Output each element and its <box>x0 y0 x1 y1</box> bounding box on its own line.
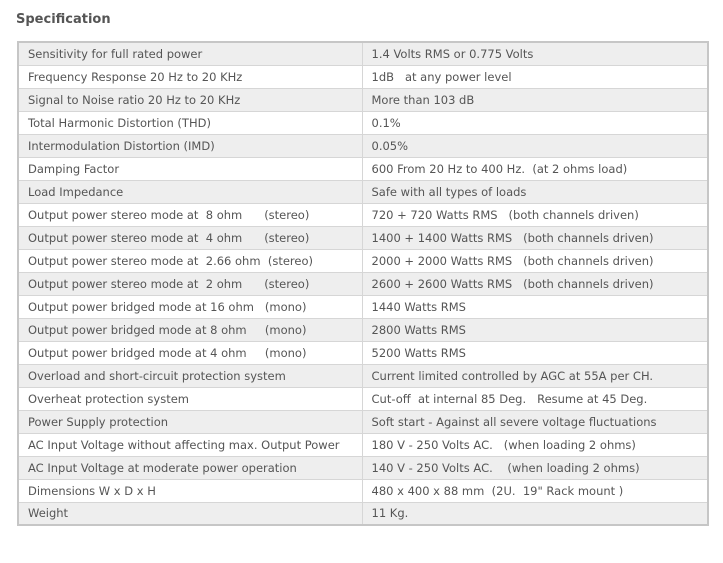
spec-value: 1400 + 1400 Watts RMS (both channels driven) <box>362 226 708 249</box>
spec-value: 480 x 400 x 88 mm (2U. 19" Rack mount ) <box>362 479 708 502</box>
spec-value: 1440 Watts RMS <box>362 295 708 318</box>
spec-label: Output power bridged mode at 4 ohm (mono) <box>18 341 362 364</box>
table-row <box>18 42 708 65</box>
spec-value: 11 Kg. <box>362 502 708 525</box>
spec-value: Current limited controlled by AGC at 55A per CH. <box>362 364 708 387</box>
spec-value: More than 103 dB <box>362 88 708 111</box>
table-row <box>18 410 708 433</box>
spec-value: Safe with all types of loads <box>362 180 708 203</box>
table-row <box>18 157 708 180</box>
spec-label: Overload and short-circuit protection system <box>18 364 362 387</box>
spec-value: 720 + 720 Watts RMS (both channels driven) <box>362 203 708 226</box>
spec-label: Load Impedance <box>18 180 362 203</box>
spec-value: 2600 + 2600 Watts RMS (both channels driven) <box>362 272 708 295</box>
table-row <box>18 249 708 272</box>
spec-value: 2800 Watts RMS <box>362 318 708 341</box>
table-row <box>18 502 708 525</box>
spec-value: 0.1% <box>362 111 708 134</box>
table-row <box>18 364 708 387</box>
table-row <box>18 341 708 364</box>
spec-label: Dimensions W x D x H <box>18 479 362 502</box>
table-row <box>18 433 708 456</box>
spec-label: Overheat protection system <box>18 387 362 410</box>
spec-label: Output power bridged mode at 16 ohm (mono) <box>18 295 362 318</box>
specification-table <box>17 41 709 526</box>
spec-label: Output power stereo mode at 2 ohm (stereo) <box>18 272 362 295</box>
spec-value: 0.05% <box>362 134 708 157</box>
spec-label: AC Input Voltage at moderate power operation <box>18 456 362 479</box>
table-row <box>18 111 708 134</box>
spec-value: 2000 + 2000 Watts RMS (both channels driven) <box>362 249 708 272</box>
spec-value: 1dB at any power level <box>362 65 708 88</box>
spec-label: Output power stereo mode at 4 ohm (stereo) <box>18 226 362 249</box>
spec-label: Weight <box>18 502 362 525</box>
spec-value: 600 From 20 Hz to 400 Hz. (at 2 ohms load) <box>362 157 708 180</box>
table-row <box>18 272 708 295</box>
table-row <box>18 203 708 226</box>
spec-label: Damping Factor <box>18 157 362 180</box>
table-row <box>18 226 708 249</box>
table-row <box>18 295 708 318</box>
table-row <box>18 318 708 341</box>
spec-value: 1.4 Volts RMS or 0.775 Volts <box>362 42 708 65</box>
spec-value: 5200 Watts RMS <box>362 341 708 364</box>
spec-label: Power Supply protection <box>18 410 362 433</box>
spec-label: Intermodulation Distortion (IMD) <box>18 134 362 157</box>
spec-label: Output power bridged mode at 8 ohm (mono) <box>18 318 362 341</box>
table-row <box>18 65 708 88</box>
spec-label: Output power stereo mode at 8 ohm (stereo) <box>18 203 362 226</box>
spec-label: Signal to Noise ratio 20 Hz to 20 KHz <box>18 88 362 111</box>
spec-value: 180 V - 250 Volts AC. (when loading 2 ohms) <box>362 433 708 456</box>
spec-label: Total Harmonic Distortion (THD) <box>18 111 362 134</box>
table-row <box>18 387 708 410</box>
table-row <box>18 134 708 157</box>
table-row <box>18 180 708 203</box>
spec-value: Soft start - Against all severe voltage fluctuations <box>362 410 708 433</box>
spec-label: Frequency Response 20 Hz to 20 KHz <box>18 65 362 88</box>
specification-table-body <box>18 42 708 525</box>
table-row <box>18 479 708 502</box>
table-row <box>18 456 708 479</box>
table-row <box>18 88 708 111</box>
spec-label: AC Input Voltage without affecting max. Output Power <box>18 433 362 456</box>
page-title: Specification <box>16 12 111 27</box>
spec-value: Cut-off at internal 85 Deg. Resume at 45 Deg. <box>362 387 708 410</box>
spec-label: Sensitivity for full rated power <box>18 42 362 65</box>
spec-label: Output power stereo mode at 2.66 ohm (stereo) <box>18 249 362 272</box>
spec-value: 140 V - 250 Volts AC. (when loading 2 ohms) <box>362 456 708 479</box>
